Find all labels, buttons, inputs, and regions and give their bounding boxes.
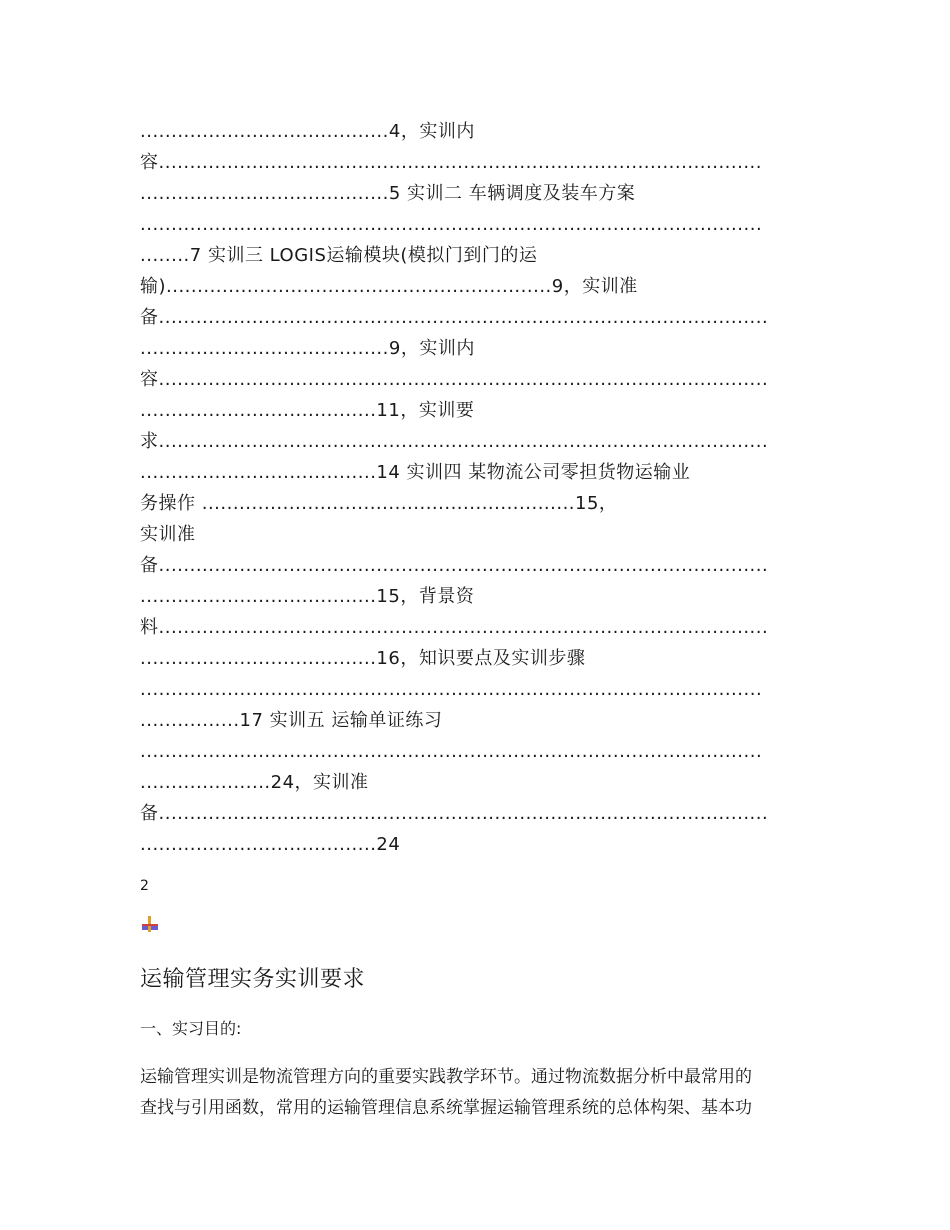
toc-line: ......................................14 实训四 某物流公司零担货物运输业 bbox=[140, 462, 691, 483]
toc-line: 备.................................................................................................. bbox=[140, 555, 769, 576]
toc-line: ........................................4，实训内 bbox=[140, 121, 475, 142]
toc-line: ........7 实训三 LOGIS运输模块(模拟门到门的运 bbox=[140, 245, 538, 266]
toc-line: 备.................................................................................................. bbox=[140, 307, 769, 328]
toc-line: .................................................................................................... bbox=[140, 741, 763, 762]
toc-line: 容................................................................................................. bbox=[140, 152, 763, 173]
toc-line: 料.................................................................................................. bbox=[140, 617, 769, 638]
toc-line: 备.................................................................................................. bbox=[140, 803, 769, 824]
toc-line: ......................................11，实训要 bbox=[140, 400, 475, 421]
toc-line: .................................................................................................... bbox=[140, 214, 763, 235]
toc-line: 容.................................................................................................. bbox=[140, 369, 769, 390]
table-of-contents bbox=[140, 116, 812, 860]
crosshair-icon bbox=[140, 914, 160, 934]
document-title: 运输管理实务实训要求 bbox=[140, 967, 366, 992]
toc-line: .................................................................................................... bbox=[140, 679, 763, 700]
toc-line: ......................................15，背景资 bbox=[140, 586, 475, 607]
toc-line: 输)..............................................................9，实训准 bbox=[140, 276, 638, 297]
toc-line: .....................24，实训准 bbox=[140, 772, 369, 793]
body-paragraph bbox=[140, 1062, 812, 1124]
page-number: 2 bbox=[140, 878, 149, 894]
toc-line: ........................................9，实训内 bbox=[140, 338, 475, 359]
toc-line: ........................................5 实训二 车辆调度及装车方案 bbox=[140, 183, 636, 204]
paragraph-line: 查找与引用函数，常用的运输管理信息系统掌握运输管理系统的总体构架、基本功 bbox=[140, 1098, 752, 1118]
paragraph-line: 运输管理实训是物流管理方向的重要实践教学环节。通过物流数据分析中最常用的 bbox=[140, 1067, 752, 1087]
toc-line: ......................................16，知识要点及实训步骤 bbox=[140, 648, 586, 669]
toc-line: 务操作 ............................................................15， bbox=[140, 493, 618, 514]
toc-line: 实训准 bbox=[140, 524, 196, 545]
toc-line: ......................................24 bbox=[140, 834, 401, 855]
section-heading: 一、实习目的: bbox=[140, 1019, 242, 1038]
toc-line: ................17 实训五 运输单证练习 bbox=[140, 710, 443, 731]
toc-line: 求.................................................................................................. bbox=[140, 431, 769, 452]
